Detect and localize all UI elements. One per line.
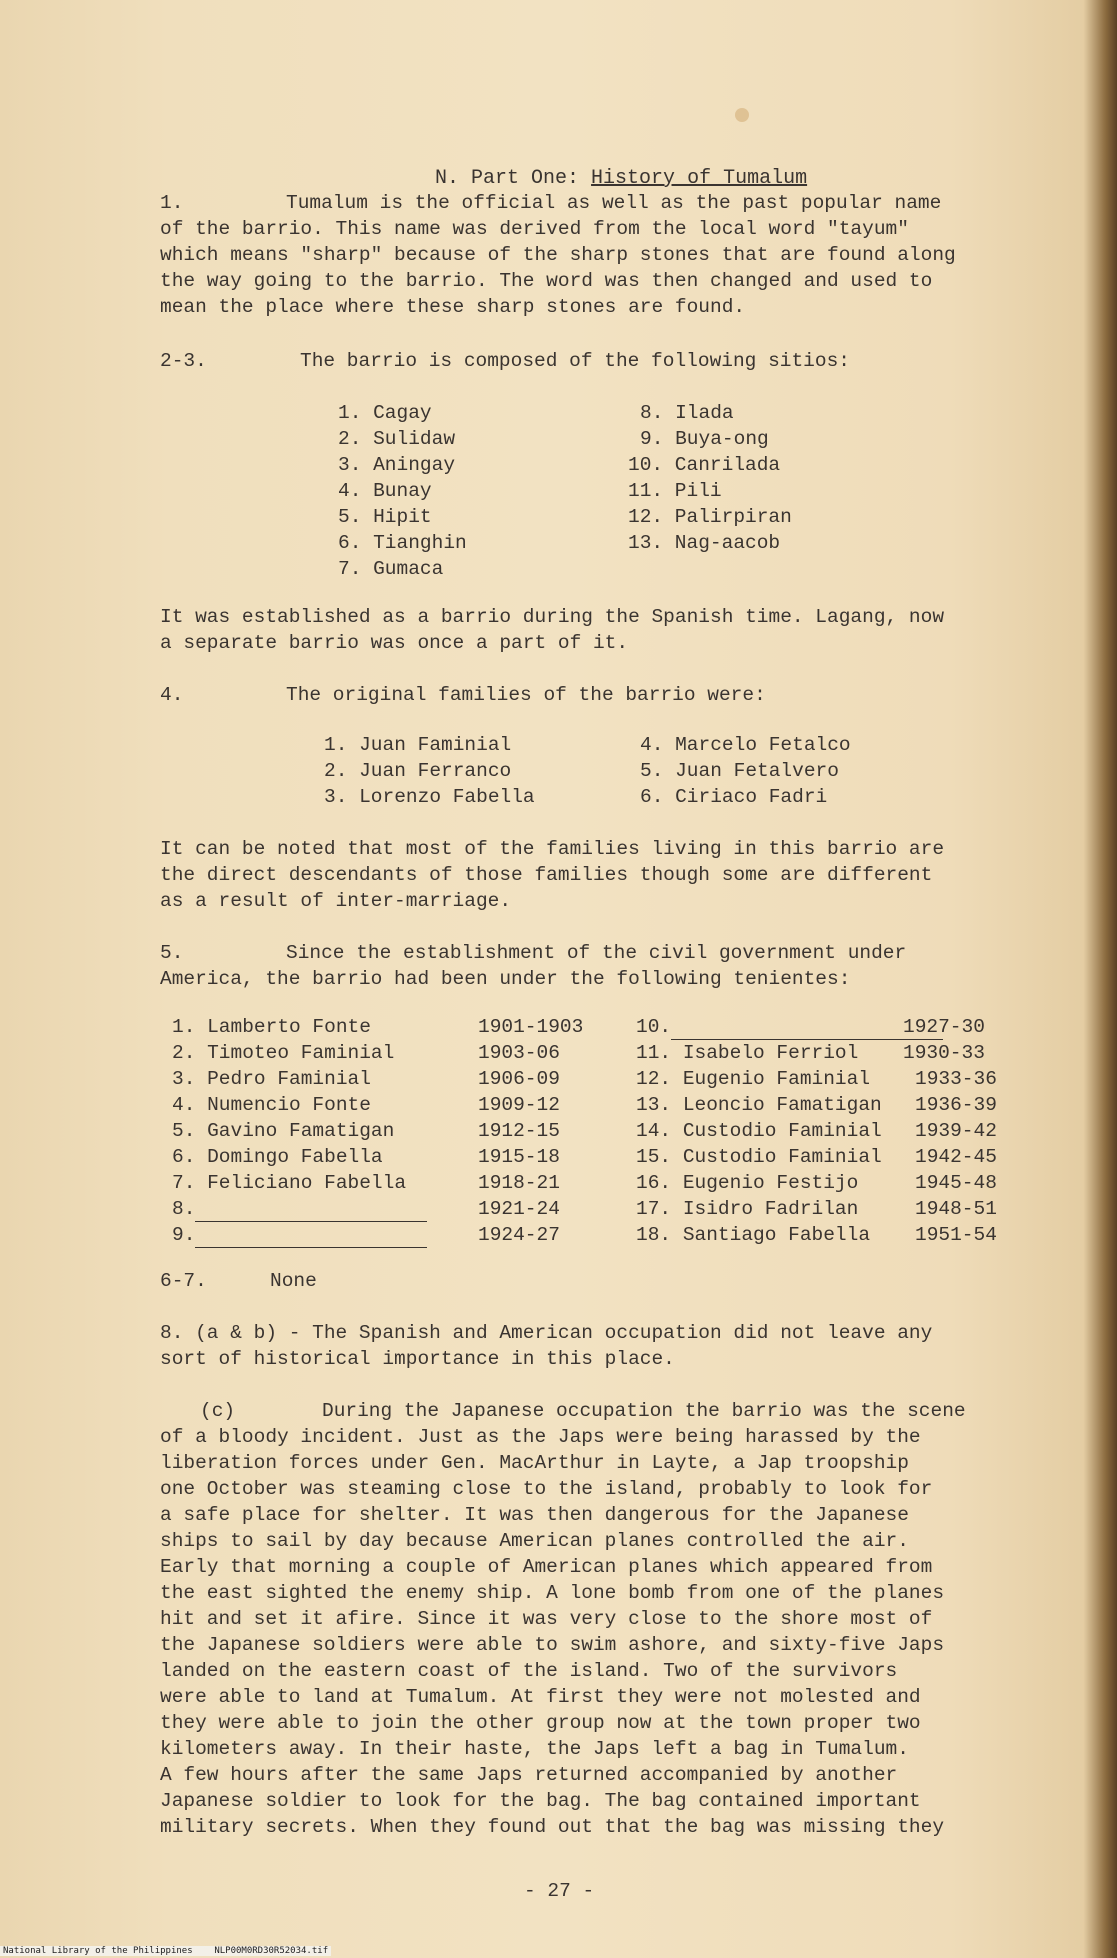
section-8-c-line: liberation forces under Gen. MacArthur in Layte, a Jap troopship: [160, 1452, 909, 1474]
sitio-item: 11. Pili: [628, 480, 722, 502]
family-item: 2. Juan Ferranco: [324, 760, 512, 782]
teniente-row: 13. Leoncio Famatigan: [636, 1094, 882, 1116]
heading-title: History of Tumalum: [591, 167, 808, 190]
family-item: 3. Lorenzo Fabella: [324, 786, 535, 808]
teniente-years: 1909-12: [478, 1094, 560, 1116]
section-4-text: as a result of inter-marriage.: [160, 890, 512, 912]
paper-stain: [735, 108, 749, 122]
teniente-years: 1948-51: [915, 1198, 997, 1220]
section-5-line: Since the establishment of the civil government under: [286, 942, 907, 964]
section-1-line: which means "sharp" because of the sharp stones that are found along: [160, 244, 956, 266]
scan-footer: National Library of the Philippines NLP00M0RD30R52034.tif: [0, 1946, 331, 1956]
blank-line: [195, 1203, 427, 1222]
teniente-row: 6. Domingo Fabella: [172, 1146, 383, 1168]
section-8-c-line: were able to land at Tumalum. At first they were not molested and: [160, 1686, 921, 1708]
teniente-row: 15. Custodio Faminial: [636, 1146, 882, 1168]
teniente-years: 1945-48: [915, 1172, 997, 1194]
sitio-item: 12. Palirpiran: [628, 506, 792, 528]
teniente-years: 1903-06: [478, 1042, 560, 1064]
section-1-line: the way going to the barrio. The word was then changed and used to: [160, 270, 933, 292]
teniente-years: 1906-09: [478, 1068, 560, 1090]
sitio-item: 3. Aningay: [338, 454, 456, 476]
section-5-number: 5.: [160, 942, 184, 964]
section-8-c-line: Japanese soldier to look for the bag. The bag contained important: [160, 1790, 921, 1812]
section-8-c-line: kilometers away. In their haste, the Japs left a bag in Tumalum.: [160, 1738, 909, 1760]
section-2-text: a separate barrio was once a part of it.: [160, 632, 629, 654]
blank-line: [195, 1229, 427, 1248]
section-1-number: 1.: [160, 192, 184, 214]
heading-prefix: N. Part One:: [435, 167, 592, 190]
teniente-years: 1901-1903: [478, 1016, 584, 1038]
teniente-row: 17. Isidro Fadrilan: [636, 1198, 859, 1220]
section-4-text: the direct descendants of those families though some are different: [160, 864, 933, 886]
section-1-line: of the barrio. This name was derived from the local word "tayum": [160, 218, 909, 240]
teniente-row: 11. Isabelo Ferriol: [636, 1042, 859, 1064]
page-number: - 27 -: [524, 1880, 595, 1902]
teniente-years: 1912-15: [478, 1120, 560, 1142]
section-4-text: It can be noted that most of the families living in this barrio are: [160, 838, 945, 860]
section-8-ab-line: 8. (a & b) - The Spanish and American occupation did not leave any: [160, 1322, 933, 1344]
sitio-item: 1. Cagay: [338, 402, 432, 424]
teniente-years: 1924-27: [478, 1224, 560, 1246]
sitio-item: 9. Buya-ong: [640, 428, 769, 450]
teniente-years: 1939-42: [915, 1120, 997, 1142]
section-8-c-line: military secrets. When they found out that the bag was missing they: [160, 1816, 945, 1838]
family-item: 5. Juan Fetalvero: [640, 760, 839, 782]
sitio-item: 6. Tianghin: [338, 532, 467, 554]
section-8-c-line: A few hours after the same Japs returned accompanied by another: [160, 1764, 898, 1786]
section-8-ab-line: sort of historical importance in this place.: [160, 1348, 675, 1370]
section-8-c-line: hit and set it afire. Since it was very close to the shore most of: [160, 1608, 933, 1630]
teniente-row: 16. Eugenio Festijo: [636, 1172, 859, 1194]
section-2-text: It was established as a barrio during the Spanish time. Lagang, now: [160, 606, 945, 628]
teniente-row: 5. Gavino Famatigan: [172, 1120, 395, 1142]
teniente-row: 10.: [636, 1014, 943, 1040]
section-8-c-line: During the Japanese occupation the barrio was the scene: [322, 1400, 966, 1422]
teniente-years: 1927-30: [903, 1016, 985, 1038]
sitio-item: 7. Gumaca: [338, 558, 444, 580]
section-5-line: America, the barrio had been under the following tenientes:: [160, 968, 851, 990]
section-2-intro: The barrio is composed of the following sitios:: [300, 350, 850, 372]
section-8-c-line: one October was steaming close to the island, probably to look for: [160, 1478, 933, 1500]
section-8-c-line: they were able to join the other group now at the town proper two: [160, 1712, 921, 1734]
teniente-row: 1. Lamberto Fonte: [172, 1016, 371, 1038]
teniente-years: 1930-33: [903, 1042, 985, 1064]
teniente-row: 9.: [172, 1222, 427, 1248]
section-8-c-label: (c): [200, 1400, 236, 1422]
section-8-c-line: the Japanese soldiers were able to swim ashore, and sixty-five Japs: [160, 1634, 945, 1656]
sitio-item: 13. Nag-aacob: [628, 532, 781, 554]
family-item: 4. Marcelo Fetalco: [640, 734, 851, 756]
section-8-c-line: Early that morning a couple of American planes which appeared from: [160, 1556, 933, 1578]
sitio-item: 10. Canrilada: [628, 454, 781, 476]
section-4-number: 4.: [160, 684, 184, 706]
section-8-c-line: a safe place for shelter. It was then dangerous for the Japanese: [160, 1504, 909, 1526]
teniente-row: 18. Santiago Fabella: [636, 1224, 871, 1246]
section-8-c-line: landed on the eastern coast of the island. Two of the survivors: [160, 1660, 898, 1682]
family-item: 1. Juan Faminial: [324, 734, 512, 756]
section-6-7-text: None: [270, 1270, 317, 1292]
teniente-row: 7. Feliciano Fabella: [172, 1172, 407, 1194]
teniente-years: 1936-39: [915, 1094, 997, 1116]
teniente-row: 8.: [172, 1196, 427, 1222]
section-4-intro: The original families of the barrio were:: [286, 684, 766, 706]
teniente-years: 1951-54: [915, 1224, 997, 1246]
section-1-line: Tumalum is the official as well as the past popular name: [286, 192, 942, 214]
section-8-c-line: ships to sail by day because American planes controlled the air.: [160, 1530, 909, 1552]
sitio-item: 8. Ilada: [640, 402, 734, 424]
teniente-years: 1942-45: [915, 1146, 997, 1168]
teniente-row: 14. Custodio Faminial: [636, 1120, 882, 1142]
sitio-item: 4. Bunay: [338, 480, 432, 502]
section-1-line: mean the place where these sharp stones are found.: [160, 296, 746, 318]
teniente-row: 3. Pedro Faminial: [172, 1068, 371, 1090]
teniente-years: 1915-18: [478, 1146, 560, 1168]
teniente-row: 12. Eugenio Faminial: [636, 1068, 871, 1090]
sitio-item: 2. Sulidaw: [338, 428, 456, 450]
section-8-c-line: of a bloody incident. Just as the Japs were being harassed by the: [160, 1426, 921, 1448]
teniente-years: 1921-24: [478, 1198, 560, 1220]
section-2-number: 2-3.: [160, 350, 207, 372]
sitio-item: 5. Hipit: [338, 506, 432, 528]
section-8-c-line: the east sighted the enemy ship. A lone bomb from one of the planes: [160, 1582, 945, 1604]
section-6-7-number: 6-7.: [160, 1270, 207, 1292]
teniente-row: 4. Numencio Fonte: [172, 1094, 371, 1116]
teniente-years: 1933-36: [915, 1068, 997, 1090]
family-item: 6. Ciriaco Fadri: [640, 786, 828, 808]
teniente-row: 2. Timoteo Faminial: [172, 1042, 395, 1064]
teniente-years: 1918-21: [478, 1172, 560, 1194]
